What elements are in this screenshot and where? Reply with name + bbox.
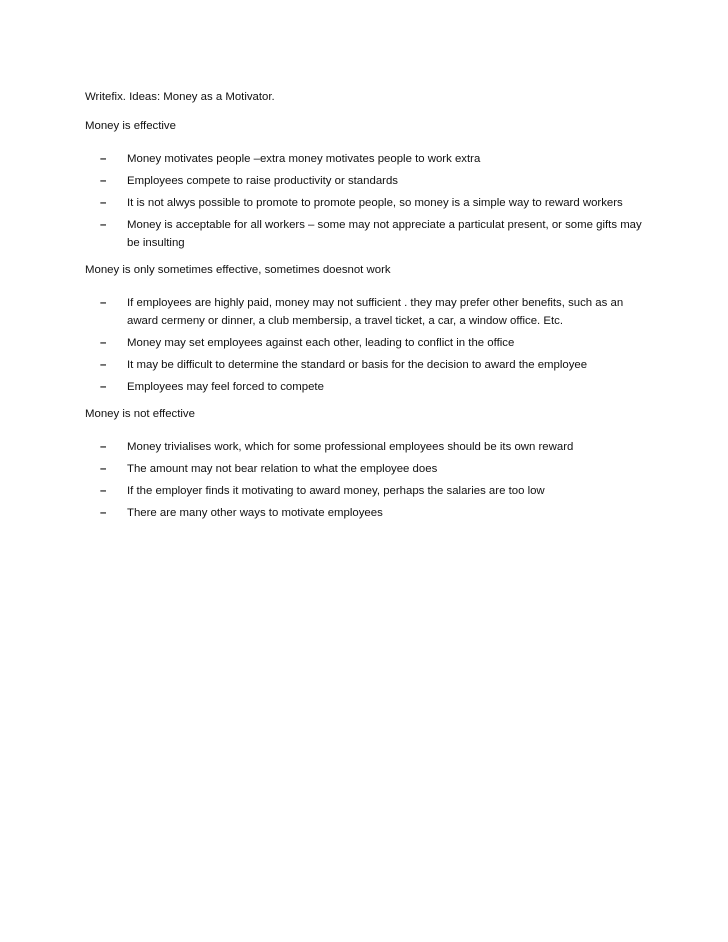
dash-icon: –: [100, 485, 107, 497]
dash-icon: –: [100, 219, 107, 231]
dash-icon: –: [100, 359, 107, 371]
dash-icon: –: [100, 153, 107, 165]
list-item-text: It is not alwys possible to promote to promote people, so money is a simple way to reward workers: [127, 197, 623, 209]
dash-icon: –: [100, 441, 107, 453]
dash-icon: –: [100, 297, 107, 309]
list-item-text: There are many other ways to motivate employees: [127, 507, 383, 519]
bullet-list: [85, 150, 645, 252]
dash-icon: –: [100, 507, 107, 519]
list-item: [85, 172, 645, 190]
list-item: [85, 334, 645, 352]
list-item-text: If employees are highly paid, money may not sufficient . they may prefer other benefits, such as an award cermeny or dinner, a club membersip, a travel ticket, a car, a window office. Etc.: [127, 297, 624, 327]
list-item-text: Money is acceptable for all workers – some may not appreciate a particulat present, or some gifts may be insulting: [127, 219, 642, 249]
list-item: [85, 460, 645, 478]
list-item-text: Employees may feel forced to compete: [127, 381, 324, 393]
list-item: [85, 482, 645, 500]
dash-icon: –: [100, 381, 107, 393]
list-item-text: Money motivates people –extra money motivates people to work extra: [127, 153, 481, 165]
list-item: [85, 504, 645, 522]
list-item-text: If the employer finds it motivating to award money, perhaps the salaries are too low: [127, 485, 545, 497]
section-heading: Money is effective: [85, 120, 176, 132]
document-title: Writefix. Ideas: Money as a Motivator.: [85, 91, 275, 103]
section-heading: Money is not effective: [85, 408, 195, 420]
section-heading: Money is only sometimes effective, sometimes doesnot work: [85, 264, 391, 276]
section-money-effective: [85, 117, 645, 252]
dash-icon: –: [100, 337, 107, 349]
bullet-list: [85, 438, 645, 522]
list-item: [85, 356, 645, 374]
bullet-list: [85, 294, 645, 396]
list-item: [85, 150, 645, 168]
list-item-text: Employees compete to raise productivity or standards: [127, 175, 398, 187]
section-money-sometimes-effective: [85, 261, 645, 396]
list-item-text: Money trivialises work, which for some professional employees should be its own reward: [127, 441, 574, 453]
dash-icon: –: [100, 463, 107, 475]
dash-icon: –: [100, 175, 107, 187]
list-item-text: The amount may not bear relation to what the employee does: [127, 463, 438, 475]
list-item: [85, 294, 645, 330]
dash-icon: –: [100, 197, 107, 209]
list-item: [85, 194, 645, 212]
list-item: [85, 378, 645, 396]
document-body: [85, 88, 645, 531]
list-item-text: Money may set employees against each other, leading to conflict in the office: [127, 337, 515, 349]
list-item: [85, 438, 645, 456]
section-money-not-effective: [85, 405, 645, 522]
list-item-text: It may be difficult to determine the standard or basis for the decision to award the employee: [127, 359, 588, 371]
list-item: [85, 216, 645, 252]
